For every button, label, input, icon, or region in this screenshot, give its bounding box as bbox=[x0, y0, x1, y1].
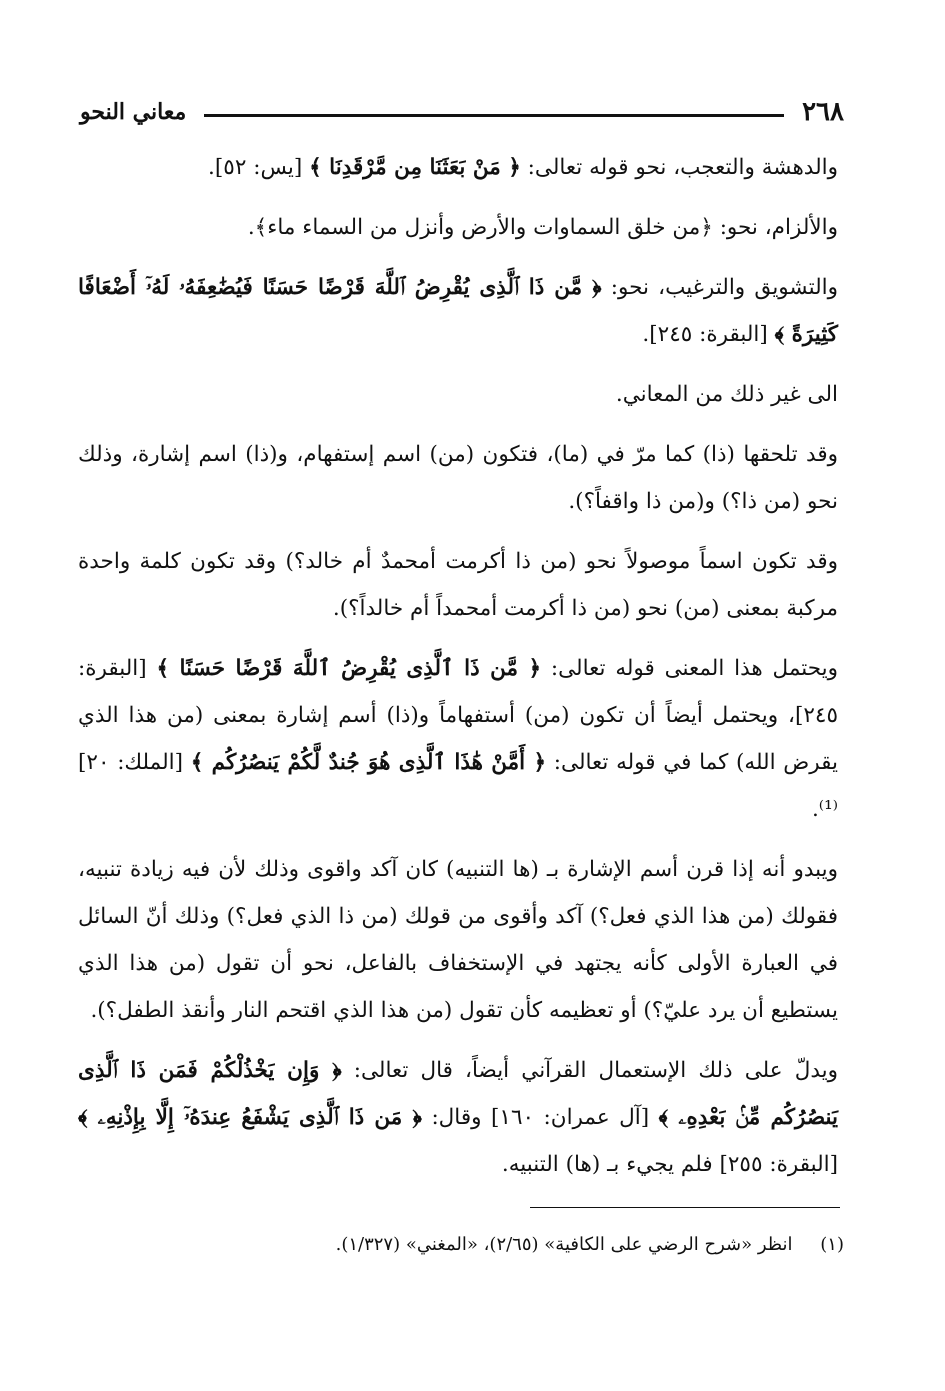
body-text bbox=[78, 144, 838, 1201]
text-segment: ويحتمل هذا المعنى قوله تعالى: bbox=[541, 656, 839, 681]
paragraph-p5 bbox=[78, 431, 838, 525]
footnote-rule bbox=[530, 1207, 840, 1208]
paragraph-p2 bbox=[78, 204, 838, 251]
quran-quote: ﴿ مَّن ذَا ٱلَّذِى يُقْرِضُ ٱللَّهَ قَرْضًا حَسَنًا ﴾ bbox=[156, 656, 542, 681]
quran-quote: ﴿ أَمَّنْ هَٰذَا ٱلَّذِى هُوَ جُندٌ لَّكُمْ يَنصُرُكُم ﴾ bbox=[190, 750, 547, 775]
text-segment: [آل عمران: ١٦٠] وقال: bbox=[421, 1105, 659, 1130]
text-segment: وقد تكون اسماً موصولاً نحو (من ذا أكرمت أمحمدٌ أم خالد؟) وقد تكون كلمة واحدة مركبة بمعنى (من) نحو (من ذا أكرمت أمحمداً أم خالداً؟). bbox=[78, 549, 838, 621]
paragraph-p9 bbox=[78, 1047, 838, 1188]
text-segment: والدهشة والتعجب، نحو قوله تعالى: bbox=[520, 155, 838, 180]
paragraph-p4 bbox=[78, 371, 838, 418]
footnote-text: انظر «شرح الرضي على الكافية» (٢/٦٥)، «المغني» (١/٣٢٧). bbox=[335, 1234, 793, 1255]
quran-quote: ﴿ مَن ذَا ٱلَّذِى يَشْفَعُ عِندَهُۥٓ إِلَّا بِإِذْنِهِۦ ﴾ bbox=[78, 1105, 422, 1130]
quran-quote: ﴿ وَإِن يَخْذُلْكُمْ فَمَن ذَا ٱلَّذِى يَنصُرُكُم مِّنۢ بَعْدِهِۦ ﴾ bbox=[78, 1058, 838, 1130]
footnote bbox=[80, 1230, 844, 1260]
text-segment: [الملك: ٢٠]⁽¹⁾. bbox=[78, 750, 838, 822]
page-number: ٢٦٨ bbox=[802, 97, 844, 127]
paragraph-p6 bbox=[78, 538, 838, 632]
quran-quote: ﴿ مَنْ بَعَثَنَا مِن مَّرْقَدِنَا ﴾ bbox=[309, 155, 521, 180]
paragraph-p1 bbox=[78, 144, 838, 191]
text-segment: والألزام، نحو: ﴿من خلق السماوات والأرض وأنزل من السماء ماء﴾. bbox=[247, 215, 838, 240]
paragraph-p3 bbox=[78, 264, 838, 358]
text-segment: [البقرة: ٢٤٥]، ويحتمل أيضاً أن تكون (من) أستفهاماً و(ذا) أسم إشارة بمعنى (من هذا الذي يقرض الله) كما في قوله تعالى: bbox=[78, 656, 838, 775]
text-segment: [البقرة: ٢٥٥] فلم يجيء بـ (ها) التنبيه. bbox=[501, 1152, 838, 1177]
text-segment: والتشويق والترغيب، نحو: bbox=[601, 275, 838, 300]
text-segment: ويبدو أنه إذا قرن أسم الإشارة بـ (ها التنبيه) كان آكد واقوى وذلك لأن فيه زيادة تنبيه، فقولك (من هذا الذي فعل؟) آكد وأقوى من قولك (من ذا الذي فعل؟) وذلك أنّ السائل في العبارة الأولى كأنه يجتهد في الإستخفاف بالفاعل، نحو أن تقول (من هذا الذي يستطيع أن يرد عليّ؟) أو تعظيمه كأن تقول (من هذا الذي اقتحم النار وأنقذ الطفل؟). bbox=[78, 857, 838, 1023]
text-segment: ويدلّ على ذلك الإستعمال القرآني أيضاً، قال تعالى: bbox=[341, 1058, 838, 1083]
footnote-mark: (١) bbox=[820, 1234, 844, 1255]
paragraph-p8 bbox=[78, 846, 838, 1034]
page-header bbox=[80, 92, 844, 132]
paragraph-p7 bbox=[78, 645, 838, 833]
text-segment: وقد تلحقها (ذا) كما مرّ في (ما)، فتكون (من) اسم إستفهام، و(ذا) اسم إشارة، وذلك نحو (من ذا؟) و(من ذا واقفاً؟). bbox=[78, 442, 838, 514]
header-rule bbox=[204, 114, 784, 117]
text-segment: [يس: ٥٢]. bbox=[208, 155, 310, 180]
running-title: معاني النحو bbox=[80, 99, 187, 125]
text-segment: الى غير ذلك من المعاني. bbox=[615, 382, 838, 407]
quran-quote: ﴿ مَّن ذَا ٱلَّذِى يُقْرِضُ ٱللَّهَ قَرْضًا حَسَنًا فَيُضَٰعِفَهُۥ لَهُۥٓ أَضْعَافًا كَثِيرَةً ﴾ bbox=[78, 275, 838, 347]
text-segment: [البقرة: ٢٤٥]. bbox=[642, 322, 775, 347]
